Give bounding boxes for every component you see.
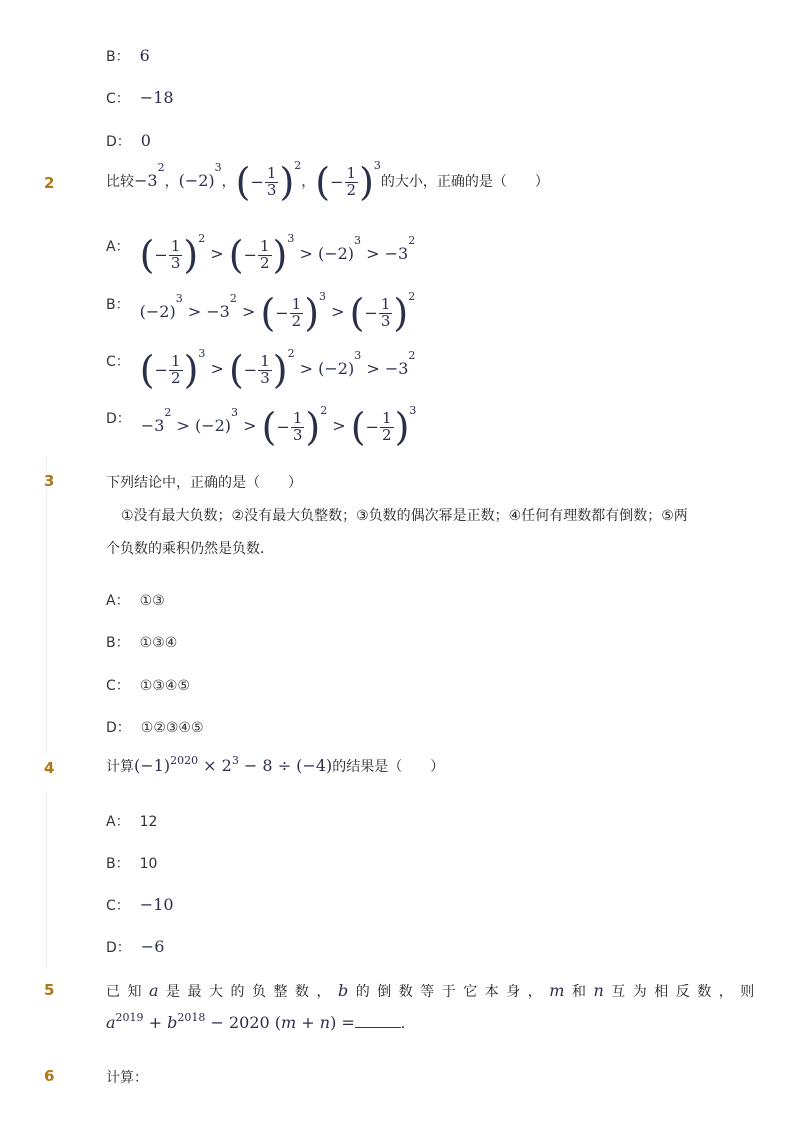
question-number: 5 [44,981,55,999]
option-label: D： [106,134,131,150]
option-label: C： [106,91,130,107]
q3-stem: 下列结论中，正确的是（ ） [106,475,302,491]
question-number: 3 [44,472,55,490]
q4-option-a[interactable] [106,811,157,831]
option-label: A： [106,814,130,830]
option-value: −18 [139,88,174,107]
stem-text: 比较 [106,174,134,190]
q4-option-d[interactable] [106,937,164,957]
divider-rule [46,455,47,755]
option-label: B： [106,856,130,872]
option-label: D： [106,940,131,956]
q2-option-a[interactable]: A： (− $\frac{1}{3}$ )$^2$ > (− $\frac{1}{2}$ )$^3 > (-2)^3 > -3^2$ [106,232,416,277]
q5-stem-line2: $a^{2019} + b^{2018} - 2020$ (m + n) = ． [106,1011,415,1032]
q3-option-b[interactable] [106,632,177,652]
q1-option-b[interactable] [106,46,150,66]
option-value: ①②③④⑤ [140,720,204,736]
question-number: 6 [44,1067,55,1085]
option-value: 0 [140,131,151,150]
option-value: −10 [139,895,174,914]
option-value: ①③ [139,593,165,609]
q4-option-c[interactable] [106,895,174,915]
option-value: ①③④⑤ [139,678,190,694]
option-label: B： [106,49,130,65]
q3-option-a[interactable] [106,590,165,610]
q6-stem: 计算： [106,1070,148,1086]
q2-stem: 比较$-3^2$，$(-2)^3$，(− $\frac{1}{3}$ )$^2$，(− $\frac{1}{2}$ )$^3$的大小，正确的是（ ） [106,159,549,204]
q3-option-c[interactable] [106,675,190,695]
stem-text: 计算 [106,759,134,775]
q4-option-b[interactable] [106,853,157,873]
option-label: C： [106,354,130,370]
divider-rule [46,790,47,970]
option-label: A： [106,239,130,255]
option-label: D： [106,411,131,427]
q3-body-line2: 个负数的乘积仍然是负数． [106,541,274,557]
q3-body-line1: ①没有最大负数；②没有最大负整数；③负数的偶次幂是正数；④任何有理数都有倒数；⑤两 [121,508,688,524]
question-number: 2 [44,174,55,192]
option-value: ①③④ [139,635,178,651]
q2-option-b[interactable]: B： $(-2)^3 > -3^2$ > (− $\frac{1}{2}$ )$^3$ > (− $\frac{1}{3}$ )$^2$ [106,290,416,335]
question-number: 4 [44,759,55,777]
option-label: D： [106,720,131,736]
option-label: A： [106,593,130,609]
q5-stem-line1: 已知a是最大的负整数，b的倒数等于它本身，m和n互为相反数，则 [106,981,762,1000]
answer-blank[interactable] [355,1013,401,1028]
option-label: C： [106,678,130,694]
option-value: 12 [139,814,158,830]
q2-option-c[interactable]: C： (− $\frac{1}{2}$ )$^3$ > (− $\frac{1}{3}$ )$^2 > (-2)^3 > -3^2$ [106,347,416,392]
option-label: B： [106,635,130,651]
stem-text: 的结果是（ ） [332,759,445,775]
option-label: C： [106,898,130,914]
q1-option-c[interactable] [106,88,174,108]
q1-option-d[interactable] [106,131,151,151]
q2-option-d[interactable]: D： $-3^2 > (-2)^3$ > (− $\frac{1}{3}$ )$^2$ > (− $\frac{1}{2}$ )$^3$ [106,404,417,449]
q3-option-d[interactable] [106,717,204,737]
option-value: −6 [140,937,165,956]
option-value: 10 [139,856,158,872]
option-label: B： [106,297,130,313]
q4-stem: 计算$(-1)^{2020} \times 2^3 - 8 \div (-4)$的结果是（ ） [106,754,445,775]
option-value: 6 [139,46,150,65]
stem-text: 的大小，正确的是（ ） [380,174,549,190]
